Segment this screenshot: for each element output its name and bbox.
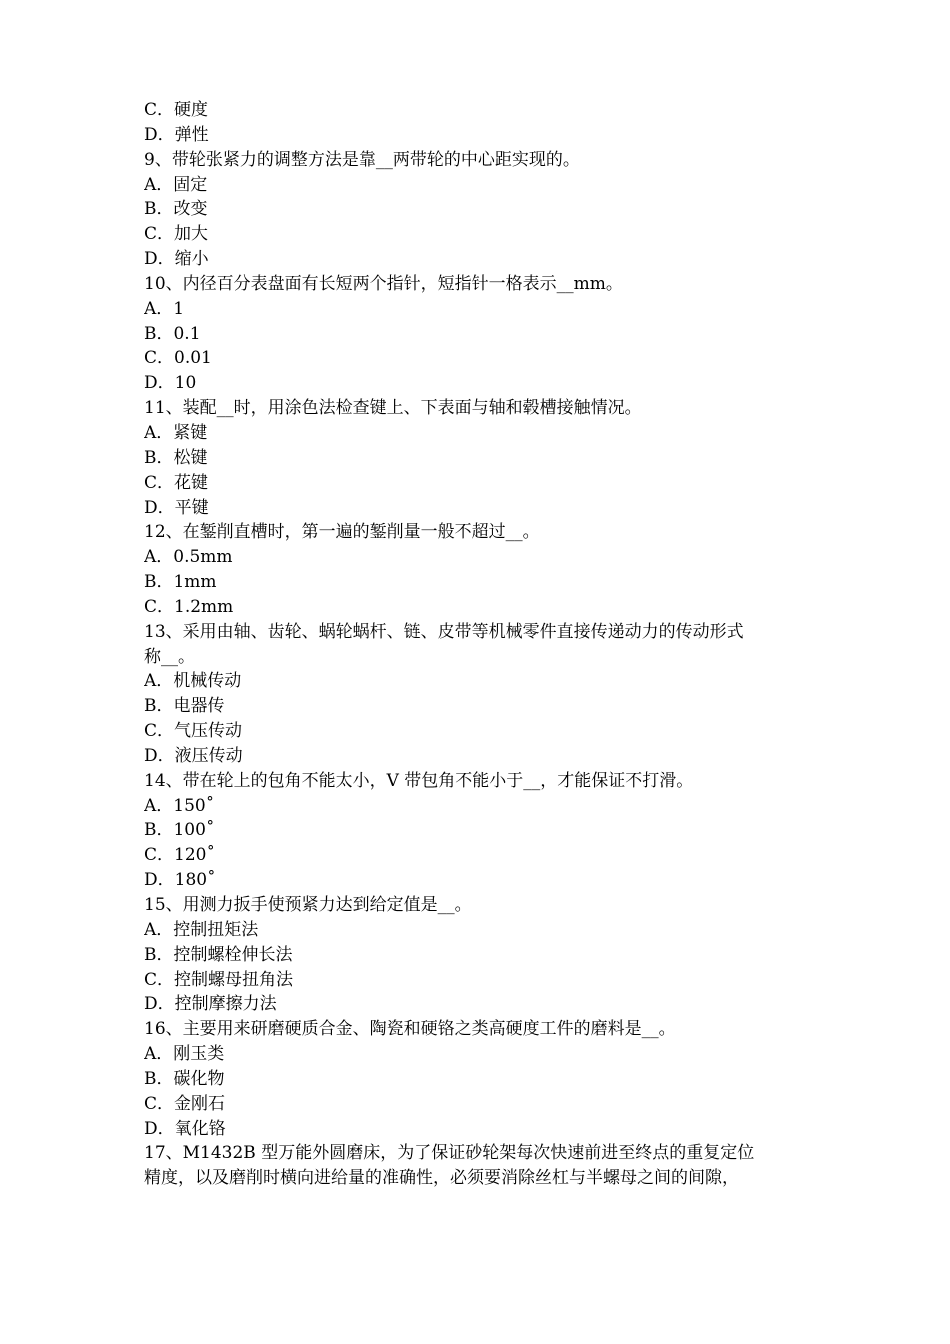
option-line: A．0.5mm <box>144 547 233 568</box>
option-line: A．紧键 <box>144 422 208 443</box>
option-line: D．10 <box>144 373 197 394</box>
option-line: A．固定 <box>144 174 208 195</box>
question-line: 9、带轮张紧力的调整方法是靠__两带轮的中心距实现的。 <box>144 149 580 170</box>
option-line: D．平键 <box>144 497 209 518</box>
option-line: D．缩小 <box>144 249 209 270</box>
option-line: A．控制扭矩法 <box>144 919 259 940</box>
option-line: C．0.01 <box>144 348 212 369</box>
option-line: C．气压传动 <box>144 721 243 742</box>
option-line: B．改变 <box>144 199 208 220</box>
question-line: 17、M1432B 型万能外圆磨床，为了保证砂轮架每次快速前进至终点的重复定位 <box>144 1143 755 1164</box>
option-line: C．加大 <box>144 224 209 245</box>
question-line: 14、带在轮上的包角不能太小，V 带包角不能小于__，才能保证不打滑。 <box>144 770 694 791</box>
question-line: 12、在錾削直槽时，第一遍的錾削量一般不超过__。 <box>144 522 540 543</box>
option-line: B．控制螺栓伸长法 <box>144 944 293 965</box>
document-page <box>144 98 824 1191</box>
option-line: C．金刚石 <box>144 1093 226 1114</box>
option-line: B．松键 <box>144 447 208 468</box>
question-line: 16、主要用来研磨硬质合金、陶瓷和硬铬之类高硬度工件的磨料是__。 <box>144 1019 676 1040</box>
option-line: A．150˚ <box>144 795 215 816</box>
option-line: D．液压传动 <box>144 745 243 766</box>
option-line: B．碳化物 <box>144 1068 225 1089</box>
option-line: B．100˚ <box>144 820 215 841</box>
option-line: B．1mm <box>144 572 217 593</box>
question-line: 11、装配__时，用涂色法检查键上、下表面与轴和毂槽接触情况。 <box>144 398 642 419</box>
question-line-continued: 精度，以及磨削时横向进给量的准确性，必须要消除丝杠与半螺母之间的间隙， <box>144 1168 739 1189</box>
option-line: C．花键 <box>144 472 209 493</box>
question-line-continued: 称__。 <box>144 646 195 667</box>
text-line: C．硬度 <box>144 100 209 120</box>
option-line: A．机械传动 <box>144 671 242 692</box>
option-line: A．刚玉类 <box>144 1044 225 1065</box>
option-line: C．120˚ <box>144 845 215 866</box>
option-line: B．0.1 <box>144 323 201 344</box>
option-line: C．控制螺母扭角法 <box>144 969 294 990</box>
question-line: 15、用测力扳手使预紧力达到给定值是__。 <box>144 895 472 915</box>
option-line: C．1.2mm <box>144 596 234 617</box>
question-line: 13、采用由轴、齿轮、蜗轮蜗杆、链、皮带等机械零件直接传递动力的传动形式 <box>144 621 744 642</box>
option-line: D．控制摩擦力法 <box>144 994 277 1015</box>
text-line: D．弹性 <box>144 124 209 145</box>
option-line: D．氧化铬 <box>144 1118 226 1139</box>
option-line: D．180˚ <box>144 870 216 891</box>
option-line: B．电器传 <box>144 696 225 717</box>
option-line: A．1 <box>144 298 185 319</box>
question-line: 10、内径百分表盘面有长短两个指针，短指针一格表示__mm。 <box>144 273 623 294</box>
